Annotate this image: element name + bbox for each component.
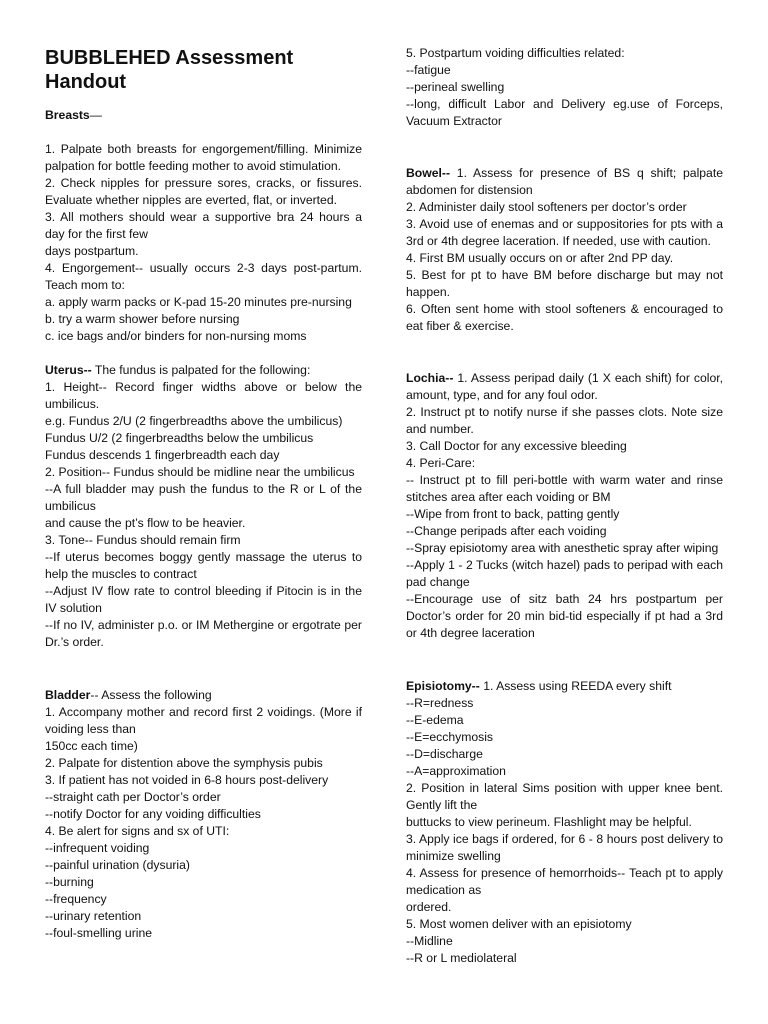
episiotomy-line: --R=redness: [406, 696, 474, 710]
voiding-line: --perineal swelling: [406, 80, 505, 94]
document-title: [45, 46, 362, 94]
voiding-line: --long, difficult Labor and Delivery eg.use of Forceps, Vacuum Extractor: [406, 97, 723, 128]
episiotomy-line: --Midline: [406, 934, 453, 948]
bladder-line: 4. Be alert for signs and sx of UTI:: [45, 824, 230, 838]
episiotomy-line: --D=discharge: [406, 747, 483, 761]
section-breasts: [45, 107, 362, 345]
uterus-line: --Adjust IV flow rate to control bleeding if Pitocin is in the IV solution: [45, 584, 362, 615]
bladder-heading: Bladder-- Assess the following: [45, 688, 212, 702]
bladder-line: --straight cath per Doctor’s order: [45, 790, 221, 804]
breasts-line: 2. Check nipples for pressure sores, cracks, or fissures. Evaluate whether nipples are everted, flat, or inverted.: [45, 176, 362, 207]
lochia-line: --Encourage use of sitz bath 24 hrs postpartum per Doctor’s order for 20 min bid-tid especially if pt had a 3rd or 4th degree laceration: [406, 592, 723, 640]
lochia-line: 4. Peri-Care:: [406, 456, 476, 470]
episiotomy-line: --E-edema: [406, 713, 464, 727]
bladder-line: 2. Palpate for distention above the symphysis pubis: [45, 756, 323, 770]
voiding-line: --fatigue: [406, 63, 451, 77]
breasts-line: 1. Palpate both breasts for engorgement/filling. Minimize palpation for bottle feeding mother to avoid stimulation.: [45, 142, 362, 173]
bladder-line: 3. If patient has not voided in 6-8 hours post-delivery: [45, 773, 329, 787]
section-voiding-difficulties: [406, 45, 723, 130]
lochia-heading: Lochia-- 1. Assess peripad daily (1 X each shift) for color, amount, type, and for any foul odor.: [406, 371, 723, 402]
breasts-line: c. ice bags and/or binders for non-nursing moms: [45, 329, 307, 343]
bladder-line: --notify Doctor for any voiding difficulties: [45, 807, 261, 821]
uterus-line: 2. Position-- Fundus should be midline near the umbilicus: [45, 465, 355, 479]
episiotomy-line: --R or L mediolateral: [406, 951, 517, 965]
episiotomy-line: 3. Apply ice bags if ordered, for 6 - 8 hours post delivery to minimize swelling: [406, 832, 723, 863]
bowel-line: 4. First BM usually occurs on or after 2nd PP day.: [406, 251, 674, 265]
bladder-line: --burning: [45, 875, 94, 889]
uterus-line: and cause the pt’s flow to be heavier.: [45, 516, 246, 530]
section-uterus: [45, 362, 362, 651]
lochia-line: 3. Call Doctor for any excessive bleeding: [406, 439, 627, 453]
bladder-line: --infrequent voiding: [45, 841, 150, 855]
bowel-heading: Bowel-- 1. Assess for presence of BS q shift; palpate abdomen for distension: [406, 166, 723, 197]
bladder-line: --foul-smelling urine: [45, 926, 153, 940]
breasts-line: 4. Engorgement-- usually occurs 2-3 days post-partum. Teach mom to:: [45, 261, 362, 292]
section-bladder: [45, 687, 362, 942]
title-line-1: BUBBLEHED Assessment: [45, 47, 294, 69]
episiotomy-line: 4. Assess for presence of hemorrhoids-- Teach pt to apply medication as: [406, 866, 723, 897]
uterus-line: 3. Tone-- Fundus should remain firm: [45, 533, 241, 547]
episiotomy-line: --A=approximation: [406, 764, 506, 778]
uterus-heading: Uterus-- The fundus is palpated for the following:: [45, 363, 311, 377]
bladder-line: 1. Accompany mother and record first 2 voidings. (More if voiding less than: [45, 705, 362, 736]
episiotomy-line: --E=ecchymosis: [406, 730, 494, 744]
lochia-line: 2. Instruct pt to notify nurse if she passes clots. Note size and number.: [406, 405, 723, 436]
breasts-line: b. try a warm shower before nursing: [45, 312, 240, 326]
episiotomy-line: 2. Position in lateral Sims position with upper knee bent. Gently lift the: [406, 781, 723, 812]
lochia-line: --Spray episiotomy area with anesthetic spray after wiping: [406, 541, 719, 555]
bladder-line: 150cc each time): [45, 739, 138, 753]
episiotomy-line: 5. Most women deliver with an episiotomy: [406, 917, 632, 931]
lochia-line: --Change peripads after each voiding: [406, 524, 607, 538]
bowel-line: 2. Administer daily stool softeners per doctor’s order: [406, 200, 687, 214]
bladder-line: --painful urination (dysuria): [45, 858, 190, 872]
uterus-line: Fundus U/2 (2 fingerbreadths below the umbilicus: [45, 431, 314, 445]
uterus-line: --If no IV, administer p.o. or IM Methergine or ergotrate per Dr.’s order.: [45, 618, 362, 649]
episiotomy-line: buttucks to view perineum. Flashlight may be helpful.: [406, 815, 692, 829]
uterus-line: --If uterus becomes boggy gently massage the uterus to help the muscles to contract: [45, 550, 362, 581]
episiotomy-heading: Episiotomy-- 1. Assess using REEDA every shift: [406, 679, 672, 693]
breasts-line: a. apply warm packs or K-pad 15-20 minutes pre-nursing: [45, 295, 352, 309]
breasts-line: 3. All mothers should wear a supportive bra 24 hours a day for the first few: [45, 210, 362, 241]
uterus-line: 1. Height-- Record finger widths above or below the umbilicus.: [45, 380, 362, 411]
episiotomy-line: ordered.: [406, 900, 452, 914]
uterus-line: e.g. Fundus 2/U (2 fingerbreadths above the umbilicus): [45, 414, 343, 428]
breasts-line: days postpartum.: [45, 244, 139, 258]
section-bowel: [406, 165, 723, 335]
section-lochia: [406, 370, 723, 642]
breasts-heading: Breasts—: [45, 108, 102, 122]
lochia-line: --Apply 1 - 2 Tucks (witch hazel) pads to peripad with each pad change: [406, 558, 723, 589]
lochia-line: -- Instruct pt to fill peri-bottle with warm water and rinse stitches area after each voiding or BM: [406, 473, 723, 504]
title-line-2: Handout: [45, 71, 127, 93]
bowel-line: 5. Best for pt to have BM before discharge but may not happen.: [406, 268, 723, 299]
bowel-line: 3. Avoid use of enemas and or suppositories for pts with a 3rd or 4th degree laceration. If needed, use with caution.: [406, 217, 723, 248]
uterus-line: Fundus descends 1 fingerbreadth each day: [45, 448, 280, 462]
bowel-line: 6. Often sent home with stool softeners & encouraged to eat fiber & exercise.: [406, 302, 723, 333]
lochia-line: --Wipe from front to back, patting gently: [406, 507, 620, 521]
section-episiotomy: [406, 678, 723, 967]
voiding-line: 5. Postpartum voiding difficulties related:: [406, 46, 625, 60]
bladder-line: --urinary retention: [45, 909, 142, 923]
uterus-line: --A full bladder may push the fundus to the R or L of the umbilicus: [45, 482, 362, 513]
bladder-line: --frequency: [45, 892, 107, 906]
